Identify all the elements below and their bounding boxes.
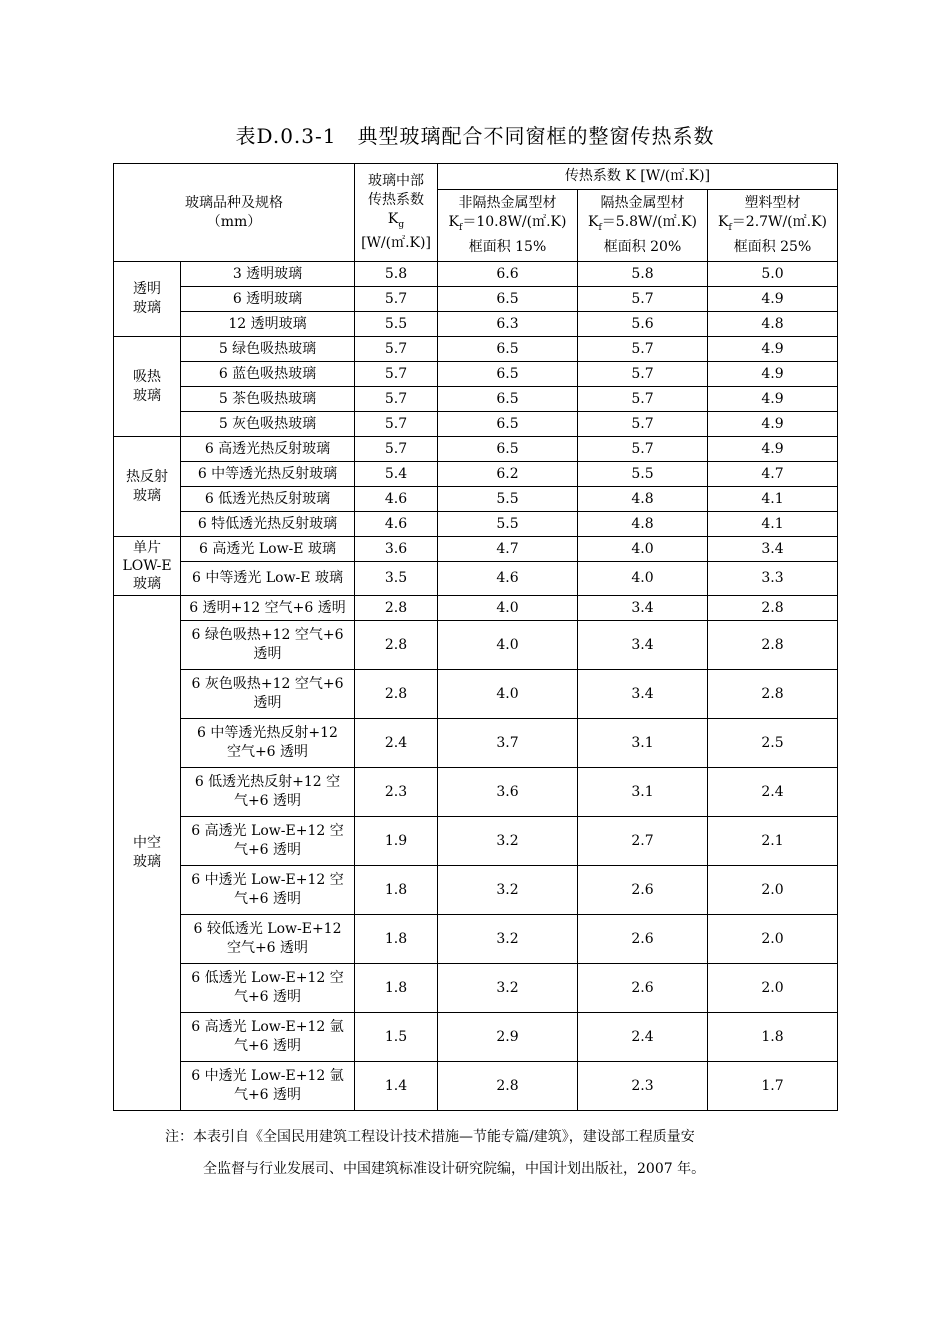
- k-value: 3.4: [578, 670, 708, 719]
- table-row: [114, 670, 838, 719]
- table-row: [114, 866, 838, 915]
- k-value: 5.5: [438, 487, 578, 512]
- glass-spec: 5 灰色吸热玻璃: [181, 412, 355, 437]
- header-k-group: 传热系数 K [W/(㎡.K)]: [438, 164, 838, 190]
- table-row: [114, 337, 838, 362]
- table-row: [114, 287, 838, 312]
- kg-value: 3.5: [355, 562, 438, 596]
- k-value: 2.6: [578, 964, 708, 1013]
- table-note-line-2: 全监督与行业发展司、中国建筑标准设计研究院编，中国计划出版社，2007 年。: [203, 1161, 706, 1177]
- k-value: 2.4: [578, 1013, 708, 1062]
- category-absorbing-glass: 吸热 玻璃: [114, 337, 181, 437]
- glass-spec: 12 透明玻璃: [181, 312, 355, 337]
- k-value: 5.7: [578, 362, 708, 387]
- glass-spec: 5 绿色吸热玻璃: [181, 337, 355, 362]
- table-row: [114, 1013, 838, 1062]
- k-value: 6.5: [438, 387, 578, 412]
- k-value: 1.7: [708, 1062, 838, 1111]
- k-value: 4.9: [708, 287, 838, 312]
- glass-spec: 6 高透光 Low-E+12 氩 气+6 透明: [181, 1013, 355, 1062]
- k-value: 4.8: [578, 487, 708, 512]
- glass-spec: 6 绿色吸热+12 空气+6 透明: [181, 621, 355, 670]
- glass-spec: 6 灰色吸热+12 空气+6 透明: [181, 670, 355, 719]
- kg-value: 5.5: [355, 312, 438, 337]
- k-value: 2.0: [708, 915, 838, 964]
- header-frame-1: 非隔热金属型材 $K_f=10.8W/(㎡.K)$ 框面积 15%: [438, 190, 578, 262]
- kg-value: 5.7: [355, 287, 438, 312]
- k-value: 4.0: [438, 670, 578, 719]
- k-value: 3.1: [578, 719, 708, 768]
- table-row: [114, 362, 838, 387]
- k-value: 3.4: [578, 621, 708, 670]
- k-value: 4.9: [708, 437, 838, 462]
- kg-value: 1.4: [355, 1062, 438, 1111]
- k-value: 4.9: [708, 387, 838, 412]
- k-value: 5.7: [578, 387, 708, 412]
- k-value: 2.0: [708, 964, 838, 1013]
- k-value: 6.3: [438, 312, 578, 337]
- k-value: 4.9: [708, 362, 838, 387]
- glass-spec: 6 透明玻璃: [181, 287, 355, 312]
- table-row: [114, 412, 838, 437]
- table-row: [114, 262, 838, 287]
- k-value: 2.9: [438, 1013, 578, 1062]
- k-value: 5.5: [578, 462, 708, 487]
- k-value: 4.0: [578, 537, 708, 562]
- k-value: 2.8: [708, 596, 838, 621]
- k-value: 6.5: [438, 287, 578, 312]
- kg-value: 4.6: [355, 487, 438, 512]
- k-value: 4.7: [438, 537, 578, 562]
- k-value: 5.0: [708, 262, 838, 287]
- k-value: 2.7: [578, 817, 708, 866]
- k-value: 2.6: [578, 915, 708, 964]
- glass-spec: 6 低透光 Low-E+12 空 气+6 透明: [181, 964, 355, 1013]
- k-value: 5.7: [578, 287, 708, 312]
- k-value: 5.5: [438, 512, 578, 537]
- k-value: 4.0: [578, 562, 708, 596]
- k-value: 3.3: [708, 562, 838, 596]
- k-value: 4.7: [708, 462, 838, 487]
- k-value: 3.7: [438, 719, 578, 768]
- k-value: 4.8: [708, 312, 838, 337]
- glass-spec: 6 中透光 Low-E+12 空 气+6 透明: [181, 866, 355, 915]
- category-reflective-glass: 热反射 玻璃: [114, 437, 181, 537]
- kg-value: 2.8: [355, 670, 438, 719]
- table-row: [114, 1062, 838, 1111]
- k-value: 4.9: [708, 412, 838, 437]
- k-value: 6.2: [438, 462, 578, 487]
- category-insulating-glass: 中空 玻璃: [114, 596, 181, 1111]
- k-value: 4.0: [438, 621, 578, 670]
- glass-spec: 6 中透光 Low-E+12 氩 气+6 透明: [181, 1062, 355, 1111]
- k-value: 3.2: [438, 964, 578, 1013]
- table-row: [114, 512, 838, 537]
- glass-spec: 6 透明+12 空气+6 透明: [181, 596, 355, 621]
- kg-value: 1.5: [355, 1013, 438, 1062]
- k-value: 3.2: [438, 915, 578, 964]
- k-value: 2.8: [438, 1062, 578, 1111]
- table-row: [114, 562, 838, 596]
- table-row: [114, 817, 838, 866]
- k-value: 3.4: [708, 537, 838, 562]
- k-value: 6.5: [438, 412, 578, 437]
- k-value: 5.7: [578, 412, 708, 437]
- k-value: 5.7: [578, 437, 708, 462]
- k-value: 4.0: [438, 596, 578, 621]
- k-value: 4.1: [708, 512, 838, 537]
- kg-value: 5.7: [355, 437, 438, 462]
- glass-spec: 5 茶色吸热玻璃: [181, 387, 355, 412]
- kg-value: 1.8: [355, 964, 438, 1013]
- k-value: 2.5: [708, 719, 838, 768]
- k-value: 5.8: [578, 262, 708, 287]
- glass-spec: 6 蓝色吸热玻璃: [181, 362, 355, 387]
- kg-value: 5.7: [355, 412, 438, 437]
- header-glass-spec: 玻璃品种及规格 （mm）: [114, 164, 355, 262]
- table-title: 表D.0.3-1 典型玻璃配合不同窗框的整窗传热系数: [235, 124, 715, 148]
- table-row: [114, 487, 838, 512]
- glass-spec: 6 低透光热反射+12 空 气+6 透明: [181, 768, 355, 817]
- table-row: [114, 537, 838, 562]
- glass-spec: 3 透明玻璃: [181, 262, 355, 287]
- header-center-k: 玻璃中部 传热系数 $K_g$ [W/(㎡.K)]: [355, 164, 438, 262]
- k-value: 2.3: [578, 1062, 708, 1111]
- category-clear-glass: 透明 玻璃: [114, 262, 181, 337]
- k-value: 5.7: [578, 337, 708, 362]
- glass-spec: 6 高透光 Low-E 玻璃: [181, 537, 355, 562]
- kg-value: 2.4: [355, 719, 438, 768]
- glass-spec: 6 低透光热反射玻璃: [181, 487, 355, 512]
- k-value: 6.6: [438, 262, 578, 287]
- kg-value: 2.8: [355, 621, 438, 670]
- k-value: 6.5: [438, 362, 578, 387]
- kg-value: 1.8: [355, 866, 438, 915]
- k-value: 4.1: [708, 487, 838, 512]
- table-row: [114, 768, 838, 817]
- glass-spec: 6 特低透光热反射玻璃: [181, 512, 355, 537]
- k-value: 4.6: [438, 562, 578, 596]
- k-value: 2.8: [708, 621, 838, 670]
- table-row: [114, 719, 838, 768]
- k-value: 5.6: [578, 312, 708, 337]
- header-frame-2: 隔热金属型材 $K_f=5.8W/(㎡.K)$ 框面积 20%: [578, 190, 708, 262]
- glass-spec: 6 高透光 Low-E+12 空 气+6 透明: [181, 817, 355, 866]
- kg-value: 2.8: [355, 596, 438, 621]
- table-note-line-1: 注：本表引自《全国民用建筑工程设计技术措施—节能专篇/建筑》，建设部工程质量安: [165, 1129, 695, 1145]
- kg-value: 4.6: [355, 512, 438, 537]
- k-value: 6.5: [438, 337, 578, 362]
- table-row: [114, 462, 838, 487]
- k-value: 4.9: [708, 337, 838, 362]
- category-lowe-single: 单片 LOW-E 玻璃: [114, 537, 181, 596]
- kg-value: 3.6: [355, 537, 438, 562]
- k-value: 3.4: [578, 596, 708, 621]
- k-value: 3.1: [578, 768, 708, 817]
- kg-value: 5.8: [355, 262, 438, 287]
- kg-value: 5.4: [355, 462, 438, 487]
- k-value: 4.8: [578, 512, 708, 537]
- kg-value: 5.7: [355, 362, 438, 387]
- k-value: 3.6: [438, 768, 578, 817]
- header-frame-3: 塑料型材 $K_f=2.7W/(㎡.K)$ 框面积 25%: [708, 190, 838, 262]
- kg-value: 5.7: [355, 387, 438, 412]
- glass-spec: 6 高透光热反射玻璃: [181, 437, 355, 462]
- kg-value: 5.7: [355, 337, 438, 362]
- k-value: 2.1: [708, 817, 838, 866]
- glass-spec: 6 中等透光 Low-E 玻璃: [181, 562, 355, 596]
- glass-spec: 6 中等透光热反射+12 空气+6 透明: [181, 719, 355, 768]
- k-value: 3.2: [438, 866, 578, 915]
- table-row: [114, 621, 838, 670]
- table-row: [114, 387, 838, 412]
- heat-transfer-table: [113, 163, 838, 1111]
- k-value: 2.4: [708, 768, 838, 817]
- glass-spec: 6 较低透光 Low-E+12 空气+6 透明: [181, 915, 355, 964]
- table-row: [114, 312, 838, 337]
- glass-spec: 6 中等透光热反射玻璃: [181, 462, 355, 487]
- kg-value: 2.3: [355, 768, 438, 817]
- table-row: [114, 915, 838, 964]
- table-row: [114, 596, 838, 621]
- k-value: 3.2: [438, 817, 578, 866]
- kg-value: 1.9: [355, 817, 438, 866]
- k-value: 2.6: [578, 866, 708, 915]
- k-value: 6.5: [438, 437, 578, 462]
- k-value: 2.8: [708, 670, 838, 719]
- k-value: 1.8: [708, 1013, 838, 1062]
- k-value: 2.0: [708, 866, 838, 915]
- table-row: [114, 964, 838, 1013]
- kg-value: 1.8: [355, 915, 438, 964]
- table-row: [114, 437, 838, 462]
